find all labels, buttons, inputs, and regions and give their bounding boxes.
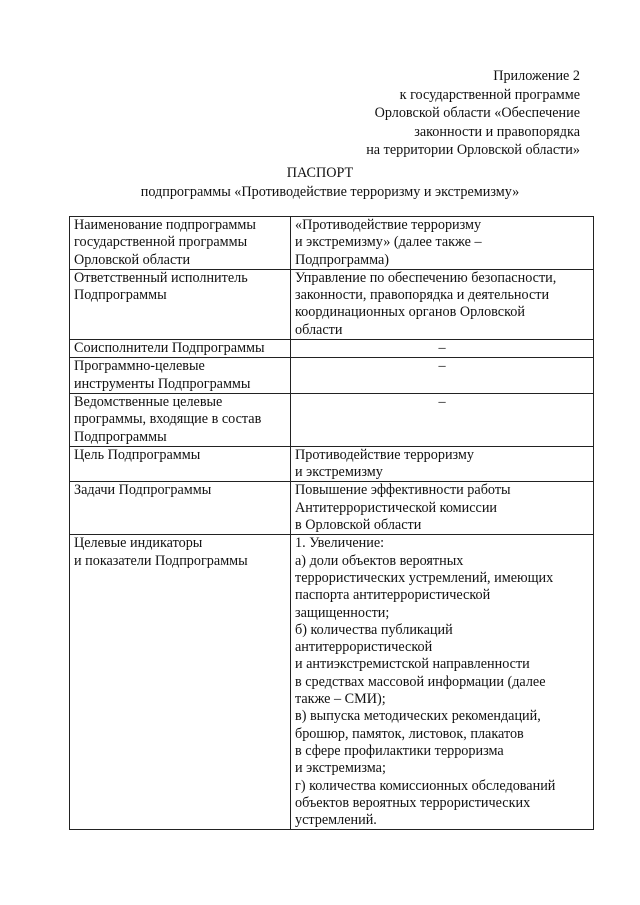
row-value-line: а) доли объектов вероятных bbox=[295, 552, 464, 569]
row-label-line: Подпрограммы bbox=[74, 428, 167, 445]
row-label-cell bbox=[70, 358, 291, 394]
row-label-cell bbox=[70, 535, 291, 830]
row-label-line: и показатели Подпрограммы bbox=[74, 552, 248, 569]
appendix-line: Орловской области «Обеспечение bbox=[374, 105, 580, 121]
row-value-line: Антитеррористической комиссии bbox=[295, 499, 498, 516]
row-label-cell bbox=[70, 340, 291, 358]
appendix-header bbox=[300, 67, 580, 160]
row-value-cell bbox=[291, 482, 594, 535]
row-value-cell bbox=[291, 217, 594, 270]
row-label-line: Ответственный исполнитель bbox=[74, 269, 248, 286]
row-label-cell bbox=[70, 393, 291, 446]
row-label-cell bbox=[70, 446, 291, 482]
appendix-line: на территории Орловской области» bbox=[366, 142, 580, 158]
row-value-line: законности, правопорядка и деятельности bbox=[295, 287, 550, 304]
table-row bbox=[70, 393, 594, 446]
row-label-line: Ведомственные целевые bbox=[74, 393, 223, 410]
row-value-cell bbox=[291, 535, 594, 830]
row-value-line: паспорта антитеррористической bbox=[295, 587, 491, 604]
table-row bbox=[70, 269, 594, 339]
row-value-line: Противодействие терроризму bbox=[295, 446, 475, 463]
row-label-line: Орловской области bbox=[74, 251, 191, 268]
row-label-cell bbox=[70, 482, 291, 535]
row-value-line: в Орловской области bbox=[295, 517, 422, 534]
row-value-line: также – СМИ); bbox=[295, 691, 386, 708]
row-value-line: устремлений. bbox=[295, 812, 377, 829]
appendix-line: законности и правопорядка bbox=[414, 123, 580, 140]
table-row bbox=[70, 340, 594, 358]
row-value-line: в) выпуска методических рекомендаций, bbox=[295, 708, 541, 725]
row-label-line: Подпрограммы bbox=[74, 287, 167, 304]
row-label-line: Наименование подпрограммы bbox=[74, 217, 256, 233]
appendix-line: Приложение 2 bbox=[493, 68, 580, 84]
title-heading: ПАСПОРТ bbox=[286, 165, 354, 181]
row-value-cell bbox=[291, 269, 594, 339]
row-value-line: г) количества комиссионных обследований bbox=[295, 777, 556, 794]
row-value-line: брошюр, памяток, листовок, плакатов bbox=[295, 725, 524, 742]
row-value-line: Управление по обеспечению безопасности, bbox=[295, 269, 557, 286]
row-label-line: программы, входящие в состав bbox=[74, 411, 262, 428]
row-label-line: государственной программы bbox=[74, 234, 248, 251]
row-label-line: Целевые индикаторы bbox=[74, 535, 203, 552]
row-value-line: в средствах массовой информации (далее bbox=[295, 673, 546, 690]
row-value-line: объектов вероятных террористических bbox=[295, 794, 531, 811]
row-value-line: – bbox=[438, 358, 446, 375]
row-value-line: – bbox=[438, 393, 446, 410]
table-row bbox=[70, 358, 594, 394]
row-label-line: Программно-целевые bbox=[74, 358, 205, 375]
row-value-cell bbox=[291, 340, 594, 358]
row-value-line: и экстремизму» (далее также – bbox=[295, 234, 482, 251]
table-row bbox=[70, 217, 594, 270]
row-label-cell bbox=[70, 217, 291, 270]
table-row bbox=[70, 446, 594, 482]
row-value-line: 1. Увеличение: bbox=[295, 535, 385, 552]
row-value-line: и экстремизму bbox=[295, 464, 383, 481]
row-value-line: координационных органов Орловской bbox=[295, 304, 525, 321]
row-value-line: террористических устремлений, имеющих bbox=[295, 569, 554, 586]
row-value-line: Повышение эффективности работы bbox=[295, 482, 511, 499]
row-value-line: Подпрограмма) bbox=[295, 251, 390, 268]
title-subheading: подпрограммы «Противодействие терроризму и экстремизму» bbox=[140, 184, 520, 200]
row-label-cell bbox=[70, 269, 291, 339]
row-value-line: и антиэкстремистской направленности bbox=[295, 656, 530, 673]
row-value-line: – bbox=[438, 340, 446, 357]
row-label-line: Соисполнители Подпрограммы bbox=[74, 340, 265, 357]
row-value-cell bbox=[291, 358, 594, 394]
appendix-line: к государственной программе bbox=[399, 86, 580, 103]
row-value-line: «Противодействие терроризму bbox=[295, 217, 482, 233]
row-value-line: в сфере профилактики терроризма bbox=[295, 742, 504, 759]
table-row bbox=[70, 535, 594, 830]
row-value-line: защищенности; bbox=[295, 604, 390, 621]
table-row bbox=[70, 482, 594, 535]
passport-table bbox=[69, 216, 594, 830]
row-label-line: инструменты Подпрограммы bbox=[74, 375, 251, 392]
document-title bbox=[0, 164, 640, 202]
row-value-cell bbox=[291, 446, 594, 482]
row-value-line: антитеррористической bbox=[295, 639, 433, 656]
row-value-cell bbox=[291, 393, 594, 446]
row-value-line: и экстремизма; bbox=[295, 760, 386, 777]
row-value-line: области bbox=[295, 321, 343, 338]
row-label-line: Задачи Подпрограммы bbox=[74, 482, 212, 499]
row-value-line: б) количества публикаций bbox=[295, 621, 453, 638]
row-label-line: Цель Подпрограммы bbox=[74, 446, 201, 463]
